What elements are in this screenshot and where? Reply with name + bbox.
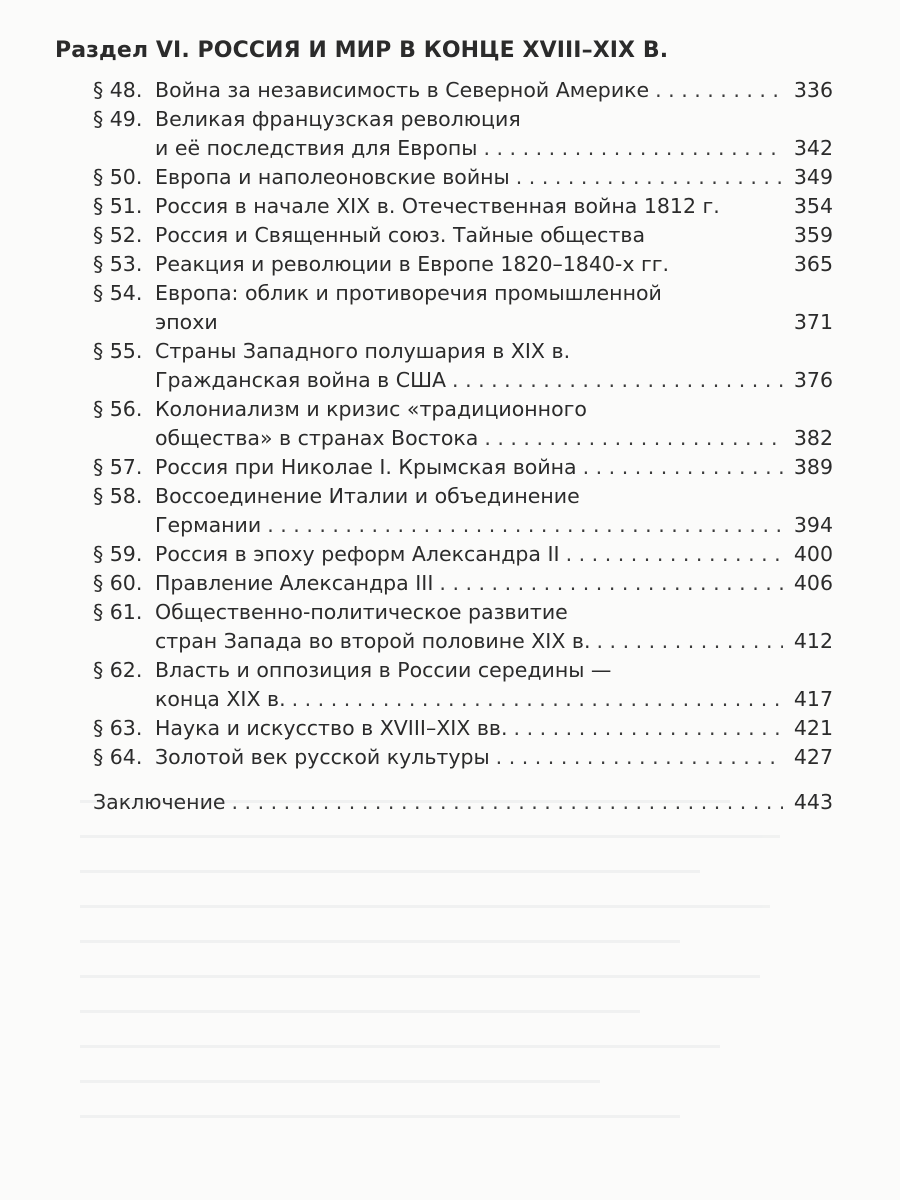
dot-leader [597, 627, 783, 656]
entry-page: 417 [793, 687, 833, 711]
toc-entry-61[interactable] [93, 598, 833, 656]
entry-title: Россия при Николае I. Крымская война [155, 455, 577, 479]
entry-page: 359 [793, 223, 833, 247]
toc-entry-48[interactable] [93, 76, 833, 105]
section-heading: Раздел VI. РОССИЯ И МИР В КОНЦЕ XVIII–XIX В. [55, 38, 669, 63]
toc-entry-57[interactable] [93, 453, 833, 482]
entry-title: Реакция и революции в Европе 1820–1840-х гг. [155, 252, 670, 276]
entry-title-continued: эпохи [155, 310, 218, 334]
entry-page: 365 [793, 252, 833, 276]
entry-title: Страны Западного полушария в XIX в. [155, 339, 571, 363]
dot-leader [514, 714, 783, 743]
entry-title-continued: и её последствия для Европы [155, 136, 478, 160]
entry-number: § 49. [93, 107, 143, 131]
entry-title: Колониализм и кризис «традиционного [155, 397, 587, 421]
entry-title: Наука и искусство в XVIII–XIX вв. [155, 716, 508, 740]
conclusion-title: Заключение [93, 790, 226, 814]
entry-number: § 59. [93, 542, 143, 566]
entry-title: Россия и Священный союз. Тайные общества [155, 223, 646, 247]
entry-title: Европа и наполеоновские войны [155, 165, 510, 189]
toc-entry-63[interactable] [93, 714, 833, 743]
toc-entry-49[interactable] [93, 105, 833, 163]
entry-page: 376 [793, 368, 833, 392]
entry-number: § 54. [93, 281, 143, 305]
toc-entry-58[interactable] [93, 482, 833, 540]
entry-page: 349 [793, 165, 833, 189]
entry-title-continued: Гражданская война в США [155, 368, 447, 392]
entry-number: § 53. [93, 252, 143, 276]
toc-entry-52[interactable] [93, 221, 833, 250]
entry-title: Война за независимость в Северной Америке [155, 78, 650, 102]
entry-page: 394 [793, 513, 833, 537]
dot-leader [232, 788, 783, 817]
entry-page: 427 [793, 745, 833, 769]
entry-page: 400 [793, 542, 833, 566]
dot-leader [484, 424, 783, 453]
entry-title: Золотой век русской культуры [155, 745, 490, 769]
entry-number: § 61. [93, 600, 143, 624]
entry-title-continued: общества» в странах Востока [155, 426, 479, 450]
dot-leader [439, 569, 783, 598]
entry-page: 371 [793, 310, 833, 334]
entry-page: 382 [793, 426, 833, 450]
entry-number: § 56. [93, 397, 143, 421]
entry-title: Россия в начале XIX в. Отечественная война 1812 г. [155, 194, 720, 218]
entry-title: Европа: облик и противоречия промышленной [155, 281, 662, 305]
dot-leader [483, 134, 783, 163]
toc-entry-51[interactable] [93, 192, 833, 221]
entry-title-continued: стран Запада во второй половине XIX в. [155, 629, 591, 653]
entry-title: Общественно-политическое развитие [155, 600, 568, 624]
entry-number: § 55. [93, 339, 143, 363]
dot-leader [516, 163, 783, 192]
entry-number: § 62. [93, 658, 143, 682]
entry-number: § 58. [93, 484, 143, 508]
entry-title-continued: Германии [155, 513, 262, 537]
entry-title: Власть и оппозиция в России середины — [155, 658, 612, 682]
entry-number: § 63. [93, 716, 143, 740]
entry-title-continued: конца XIX в. [155, 687, 286, 711]
toc-entry-62[interactable] [93, 656, 833, 714]
entry-number: § 48. [93, 78, 143, 102]
entry-number: § 64. [93, 745, 143, 769]
dot-leader [292, 685, 783, 714]
dot-leader [267, 511, 783, 540]
dot-leader [496, 743, 783, 772]
toc-entry-60[interactable] [93, 569, 833, 598]
dot-leader [452, 366, 783, 395]
toc-entry-54[interactable] [93, 279, 833, 337]
conclusion-page: 443 [793, 790, 833, 814]
entry-number: § 50. [93, 165, 143, 189]
entry-page: 406 [793, 571, 833, 595]
toc-entry-55[interactable] [93, 337, 833, 395]
entry-number: § 52. [93, 223, 143, 247]
entry-number: § 60. [93, 571, 143, 595]
entry-title: Великая французская революция [155, 107, 521, 131]
entry-page: 389 [793, 455, 833, 479]
entry-page: 412 [793, 629, 833, 653]
entry-page: 354 [793, 194, 833, 218]
toc-entry-50[interactable] [93, 163, 833, 192]
entry-number: § 51. [93, 194, 143, 218]
dot-leader [566, 540, 783, 569]
toc-entry-56[interactable] [93, 395, 833, 453]
entry-number: § 57. [93, 455, 143, 479]
dot-leader [583, 453, 783, 482]
entry-page: 421 [793, 716, 833, 740]
toc-entry-59[interactable] [93, 540, 833, 569]
entry-title: Россия в эпоху реформ Александра II [155, 542, 560, 566]
entry-title: Правление Александра III [155, 571, 434, 595]
entry-title: Воссоединение Италии и объединение [155, 484, 580, 508]
entry-page: 336 [793, 78, 833, 102]
toc-entry-64[interactable] [93, 743, 833, 772]
dot-leader [655, 76, 783, 105]
toc-entry-conclusion[interactable] [93, 788, 833, 817]
table-of-contents [93, 76, 833, 817]
toc-entry-53[interactable] [93, 250, 833, 279]
entry-page: 342 [793, 136, 833, 160]
